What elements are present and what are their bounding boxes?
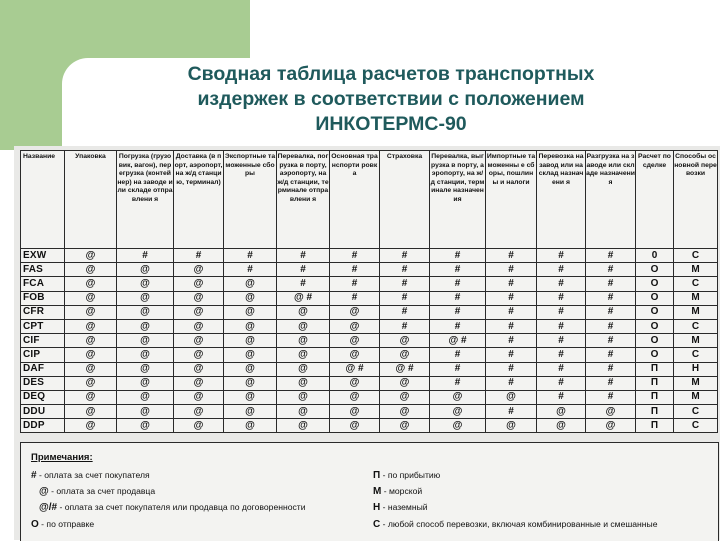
table-cell: @ <box>117 334 174 348</box>
table-cell: @ <box>65 249 117 263</box>
title-line-2: издержек в соответствии с положением <box>197 88 585 110</box>
table-cell: @ <box>380 348 430 362</box>
title-line-3: ИНКОТЕРМС-90 <box>315 113 467 135</box>
table-row <box>21 405 718 419</box>
incoterm-cell: FCA <box>21 277 65 291</box>
table-row <box>21 319 718 333</box>
table-cell: @ <box>174 390 224 404</box>
table-row <box>21 362 718 376</box>
table-body <box>21 249 718 433</box>
table-cell: # <box>224 249 277 263</box>
table-cell: @ <box>65 263 117 277</box>
table-cell: # <box>380 263 430 277</box>
table-cell: @ <box>65 319 117 333</box>
table-row <box>21 419 718 433</box>
table-cell: @ <box>380 376 430 390</box>
note-seller-pays <box>39 486 155 497</box>
incoterm-cell: EXW <box>21 249 65 263</box>
table-cell: @ <box>330 405 380 419</box>
table-cell: @ <box>486 390 537 404</box>
table-row <box>21 249 718 263</box>
note-text: - наземный <box>380 502 428 512</box>
table-cell: # <box>486 277 537 291</box>
note-symbol: @ <box>39 486 49 497</box>
table-cell: @ <box>65 334 117 348</box>
table-cell: @ <box>224 376 277 390</box>
table-cell: @ <box>586 419 636 433</box>
table-row <box>21 334 718 348</box>
table-cell: @ <box>117 348 174 362</box>
incoterm-cell: FAS <box>21 263 65 277</box>
note-symbol: П <box>373 470 381 481</box>
table-cell: M <box>674 263 718 277</box>
table-cell: # <box>486 305 537 319</box>
table-cell: @ <box>430 405 486 419</box>
table-cell: # <box>430 348 486 362</box>
table-row <box>21 348 718 362</box>
incoterm-cell: CPT <box>21 319 65 333</box>
note-land <box>373 502 428 513</box>
table-cell: # <box>586 277 636 291</box>
note-symbol: O <box>31 519 39 530</box>
note-buyer-pays <box>31 470 150 481</box>
table-cell: @ <box>224 348 277 362</box>
table-cell: @ <box>277 348 330 362</box>
table-cell: М <box>674 390 718 404</box>
table-cell: @ <box>537 419 586 433</box>
table-cell: @ <box>65 348 117 362</box>
column-header: Название <box>21 151 65 249</box>
table-cell: M <box>674 305 718 319</box>
table-cell: C <box>674 277 718 291</box>
table-cell: # <box>380 249 430 263</box>
title-line-1: Сводная таблица расчетов транспортных <box>187 63 595 85</box>
table-cell: # <box>430 362 486 376</box>
table-cell: # <box>537 277 586 291</box>
table-cell: @ <box>224 305 277 319</box>
table-cell: @ <box>224 334 277 348</box>
table-cell: # <box>380 277 430 291</box>
table-cell: 0 <box>636 249 674 263</box>
table-cell: # <box>586 362 636 376</box>
column-header: Расчет по сделке <box>636 151 674 249</box>
table-cell: @ <box>117 376 174 390</box>
incoterm-cell: DDP <box>21 419 65 433</box>
table-cell: @ <box>330 319 380 333</box>
table-cell: # <box>380 319 430 333</box>
table-cell: M <box>674 334 718 348</box>
table-cell: @ <box>174 263 224 277</box>
table-cell: # <box>486 405 537 419</box>
table-cell: # <box>380 291 430 305</box>
table-cell: @ <box>117 277 174 291</box>
table-cell: # <box>277 277 330 291</box>
note-symbol: М <box>373 486 382 497</box>
table-cell: # <box>430 249 486 263</box>
table-cell: @ <box>330 390 380 404</box>
table-cell: # <box>537 376 586 390</box>
incoterm-cell: FOB <box>21 291 65 305</box>
table-cell: @ <box>277 319 330 333</box>
table-cell: @ <box>277 405 330 419</box>
table-cell: # <box>117 249 174 263</box>
table-cell: @ <box>174 419 224 433</box>
table-cell: # <box>277 263 330 277</box>
slide-title <box>62 62 720 137</box>
note-by-agreement <box>39 502 306 513</box>
incoterms-table <box>20 150 718 433</box>
note-on-arrival <box>373 470 440 481</box>
table-cell: # <box>537 334 586 348</box>
incoterm-cell: DDU <box>21 405 65 419</box>
table-cell: # <box>586 263 636 277</box>
column-header: Доставка (в порт, аэропорт, на ж/д станцию, терминал) <box>174 151 224 249</box>
table-cell: # <box>430 305 486 319</box>
table-cell: # <box>174 249 224 263</box>
table-cell: @ <box>380 390 430 404</box>
table-cell: # <box>586 305 636 319</box>
table-cell: O <box>636 319 674 333</box>
note-text: - любой способ перевозки, включая комбинированные и смешанные <box>380 519 658 529</box>
table-cell: @ <box>174 405 224 419</box>
table-cell: @ <box>537 405 586 419</box>
table-cell: @ <box>65 376 117 390</box>
table-cell: # <box>537 291 586 305</box>
table-cell: # <box>537 249 586 263</box>
table-cell: @ <box>174 319 224 333</box>
table-cell: # <box>537 305 586 319</box>
table-cell: С <box>674 419 718 433</box>
table-cell: @ <box>117 405 174 419</box>
table-cell: # <box>430 277 486 291</box>
table-cell: @ <box>174 334 224 348</box>
note-text: - оплата за счет продавца <box>48 486 156 496</box>
table-cell: # <box>537 319 586 333</box>
table-cell: @ <box>65 305 117 319</box>
table-cell: @ <box>380 334 430 348</box>
table-cell: @ <box>224 319 277 333</box>
notes-heading: Примечания: <box>31 452 93 463</box>
table-cell: @ <box>330 334 380 348</box>
table-cell: @ <box>117 419 174 433</box>
table-cell: O <box>636 305 674 319</box>
table-row <box>21 291 718 305</box>
table-cell: # <box>430 319 486 333</box>
table-cell: @ <box>330 348 380 362</box>
table-cell: # <box>486 376 537 390</box>
table-cell: @ <box>277 334 330 348</box>
table-row <box>21 305 718 319</box>
table-cell: @ <box>65 405 117 419</box>
table-row <box>21 376 718 390</box>
table-cell: # <box>486 249 537 263</box>
table-cell: П <box>636 405 674 419</box>
column-header: Разгрузка на заводе или складе назначения <box>586 151 636 249</box>
table-cell: @ <box>330 376 380 390</box>
table-cell: # <box>486 362 537 376</box>
table-cell: Н <box>674 362 718 376</box>
note-symbol: С <box>373 519 381 530</box>
table-cell: @ <box>224 390 277 404</box>
table-cell: @ <box>277 390 330 404</box>
note-text: - по отправке <box>38 519 95 529</box>
table-cell: @ <box>174 277 224 291</box>
note-text: - морской <box>381 486 423 496</box>
table-cell: C <box>674 348 718 362</box>
note-symbol: # <box>31 470 37 481</box>
table-cell: П <box>636 362 674 376</box>
table-cell: @ # <box>277 291 330 305</box>
table-cell: @ <box>117 390 174 404</box>
table-cell: # <box>330 263 380 277</box>
note-text: - по прибытию <box>380 470 441 480</box>
table-cell: @ <box>117 305 174 319</box>
table-cell: С <box>674 405 718 419</box>
table-cell: # <box>330 291 380 305</box>
table-cell: # <box>224 263 277 277</box>
table-cell: @ <box>174 305 224 319</box>
column-header: Перевозка на завод или на склад назначени я <box>537 151 586 249</box>
table-cell: C <box>674 249 718 263</box>
table-cell: # <box>537 362 586 376</box>
table-cell: # <box>537 263 586 277</box>
table-cell: # <box>380 305 430 319</box>
table-row <box>21 390 718 404</box>
table-cell: @ <box>277 305 330 319</box>
incoterm-cell: CIP <box>21 348 65 362</box>
table-cell: # <box>537 390 586 404</box>
table-cell: # <box>586 390 636 404</box>
table-cell: M <box>674 291 718 305</box>
table-cell: @ <box>224 277 277 291</box>
table-cell: # <box>430 263 486 277</box>
table-cell: @ <box>224 405 277 419</box>
table-cell: @ <box>65 277 117 291</box>
table-cell: @ <box>430 419 486 433</box>
table-cell: # <box>586 348 636 362</box>
table-cell: # <box>586 334 636 348</box>
table-cell: # <box>586 249 636 263</box>
table-cell: # <box>430 376 486 390</box>
table-cell: П <box>636 419 674 433</box>
incoterm-cell: CIF <box>21 334 65 348</box>
note-any-mode <box>373 519 658 530</box>
table-cell: П <box>636 376 674 390</box>
table-cell: @ <box>224 362 277 376</box>
note-on-dispatch <box>31 519 94 530</box>
table-cell: # <box>486 319 537 333</box>
table-cell: @ <box>586 405 636 419</box>
table-cell: O <box>636 291 674 305</box>
column-header: Перевалка, погрузка в порту, аэропорту, на ж/д станции, терминале отправлени я <box>277 151 330 249</box>
incoterm-cell: DEQ <box>21 390 65 404</box>
column-header: Способы основной перевозки <box>674 151 718 249</box>
column-header: Экспортные таможенные сборы <box>224 151 277 249</box>
column-header: Импортные таможенны е сборы, пошлины и налоги <box>486 151 537 249</box>
table-cell: @ <box>65 291 117 305</box>
table-cell: @ <box>174 376 224 390</box>
table-cell: @ # <box>330 362 380 376</box>
note-symbol: @/# <box>39 502 58 513</box>
table-cell: @ <box>174 291 224 305</box>
table-cell: М <box>674 376 718 390</box>
incoterm-cell: DAF <box>21 362 65 376</box>
table-cell: @ <box>277 376 330 390</box>
notes-panel <box>20 442 719 541</box>
table-cell: # <box>330 249 380 263</box>
table-cell: @ <box>380 405 430 419</box>
table-cell: @ <box>224 291 277 305</box>
column-header: Упаковка <box>65 151 117 249</box>
table-cell: @ # <box>380 362 430 376</box>
table-cell: @ <box>380 419 430 433</box>
table-cell: # <box>330 277 380 291</box>
table-cell: @ <box>174 362 224 376</box>
column-header: Перевалка, выгрузка в порту, аэропорту, на ж/д станции, терминале назначения <box>430 151 486 249</box>
table-cell: # <box>586 376 636 390</box>
table-cell: @ <box>174 348 224 362</box>
table-cell: # <box>586 319 636 333</box>
table-cell: @ <box>277 362 330 376</box>
column-header: Погрузка (грузовик, вагон), перегрузка (контейнер) на заводе или складе отправлени я <box>117 151 174 249</box>
table-cell: # <box>430 291 486 305</box>
table-cell: @ <box>65 419 117 433</box>
table-cell: @ <box>117 263 174 277</box>
note-sea <box>373 486 422 497</box>
table-cell: @ <box>65 362 117 376</box>
table-cell: # <box>537 348 586 362</box>
table-cell: @ <box>330 419 380 433</box>
table-cell: # <box>586 291 636 305</box>
table-row <box>21 277 718 291</box>
table-row <box>21 263 718 277</box>
table-cell: @ <box>117 319 174 333</box>
table-cell: @ <box>224 419 277 433</box>
table-cell: @ <box>65 390 117 404</box>
note-text: - оплата за счет покупателя <box>36 470 150 480</box>
table-cell: O <box>636 263 674 277</box>
table-cell: @ <box>117 362 174 376</box>
table-cell: П <box>636 390 674 404</box>
note-symbol: Н <box>373 502 381 513</box>
table-cell: O <box>636 334 674 348</box>
column-header: Страховка <box>380 151 430 249</box>
table-cell: @ <box>277 419 330 433</box>
table-header-row <box>21 151 718 249</box>
table-cell: # <box>486 334 537 348</box>
column-header: Основная транспорти ровка <box>330 151 380 249</box>
incoterm-cell: CFR <box>21 305 65 319</box>
table-cell: @ <box>117 291 174 305</box>
table-cell: # <box>277 249 330 263</box>
table-cell: @ <box>486 419 537 433</box>
table-cell: # <box>486 263 537 277</box>
table-cell: # <box>486 291 537 305</box>
table-cell: @ <box>330 305 380 319</box>
table-cell: @ <box>430 390 486 404</box>
table-cell: C <box>674 319 718 333</box>
note-text: - оплата за счет покупателя или продавца по договоренности <box>57 502 306 512</box>
table-cell: O <box>636 348 674 362</box>
table-cell: @ # <box>430 334 486 348</box>
incoterm-cell: DES <box>21 376 65 390</box>
table-cell: O <box>636 277 674 291</box>
table-cell: # <box>486 348 537 362</box>
